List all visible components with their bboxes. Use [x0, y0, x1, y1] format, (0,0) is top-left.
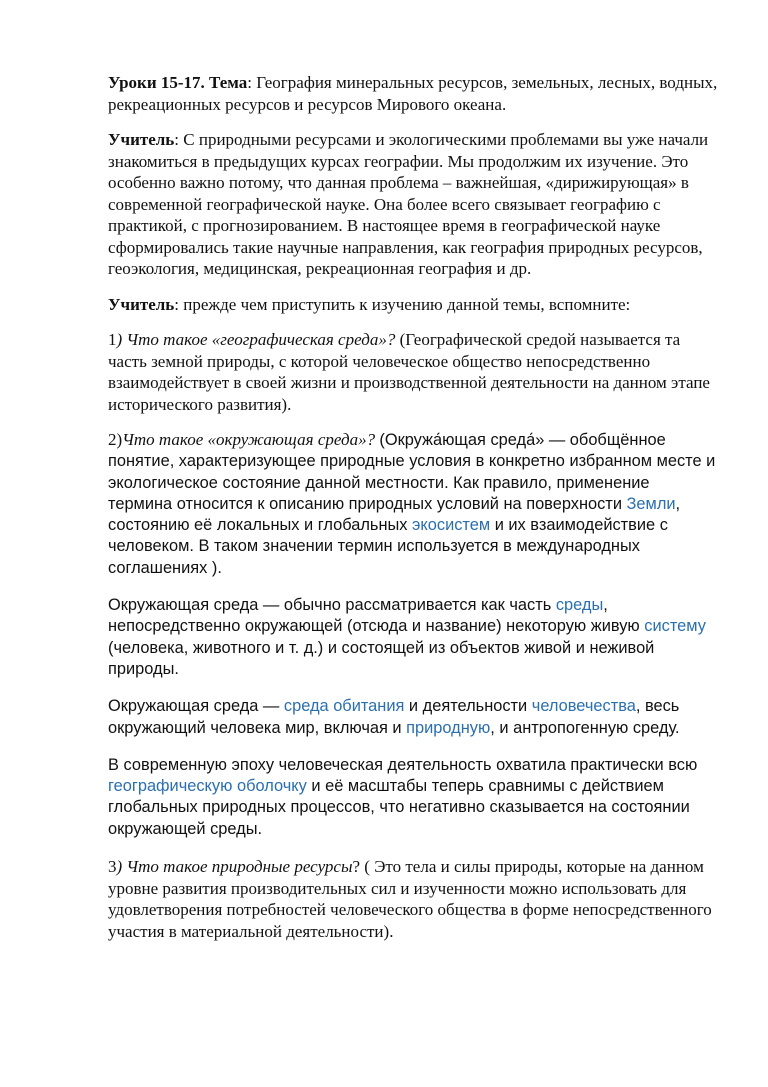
teacher-intro-text: : С природными ресурсами и экологическими проблемами вы уже начали знакомиться в предыдущих курсах географии. Мы продолжим их изучение. Это особенно важно потому, что данная проблема – важнейшая, «дирижирующая» в современной географической науке. Она более всего связывает географию с практикой, с прогнозированием. В настоящее время в географической науке сформировались такие научные направления, как география природных ресурсов, геоэкология, медицинская, рекреационная география и др. [108, 130, 709, 278]
env-def-2-text-b: и деятельности [404, 697, 532, 716]
question-1-number: 1 [108, 330, 117, 349]
link-habitat[interactable]: среда обитания [283, 697, 405, 716]
env-def-2-text-c: , весь окружающий человека мир, включая и [108, 697, 680, 737]
link-earth[interactable]: Земли [626, 494, 676, 513]
question-2-answer-part1: (Окружа́ющая среда́» — обобщённое понятие, характеризующее природные условия в конкретно избранном месте и экологическое состояние данной местности. Как правило, применение термина относится к описанию природных условий на поверхности [108, 431, 716, 513]
question-2-text: Что такое «окружающая среда»? [122, 430, 380, 449]
question-1-paragraph [108, 329, 718, 415]
env-def-1-text-c: (человека, животного и т. д.) и состоящей из объектов живой и неживой природы. [108, 638, 655, 678]
link-system[interactable]: систему [644, 617, 706, 636]
modern-era-text-a: В современную эпоху человеческая деятельность охватила практически всю [108, 755, 698, 774]
lesson-label: Уроки 15-17. Тема [108, 73, 248, 92]
question-3-number: 3 [108, 857, 117, 877]
teacher-intro-paragraph [108, 129, 718, 280]
env-def-1-text-b: , непосредственно окружающей (отсюда и название) некоторую живую [108, 596, 645, 636]
modern-era-text-b: и её масштабы теперь сравнимы с действием глобальных природных процессов, что негативно сказывается на состоянии окружающей среды. [108, 777, 690, 838]
lesson-heading-paragraph [108, 72, 718, 115]
environment-definition-2 [108, 696, 718, 739]
question-2-paragraph [108, 429, 718, 579]
env-def-2-text-a: Окружающая среда — [108, 697, 284, 716]
question-2-answer-part3: и их взаимодействие с человеком. В таком значении термин используется в международных соглашениях ). [108, 516, 668, 577]
lesson-topic: : География минеральных ресурсов, земельных, лесных, водных, рекреационных ресурсов и ресурсов Мирового океана. [108, 73, 718, 114]
question-1-answer: (Географической средой называется та часть земной природы, с которой человеческое общество непосредственно взаимодействует в своей жизни и производственной деятельности на данном этапе исторического развития). [108, 330, 710, 414]
teacher-label: Учитель [108, 130, 175, 149]
env-def-1-text-a: Окружающая среда — обычно рассматривается как часть [108, 596, 556, 615]
question-2-number: 2) [108, 430, 123, 449]
environment-definition-1 [108, 595, 718, 680]
link-geographic-envelope[interactable]: географическую оболочку [108, 777, 307, 796]
document-page [108, 72, 718, 956]
link-humanity[interactable]: человечества [531, 697, 636, 716]
teacher-label: Учитель [108, 294, 175, 314]
question-3-answer: ? ( Это тела и силы природы, которые на данном уровне развития производительных сил и изученности можно использовать для удовлетворения потребностей человеческого общества в форме непосредственного участия в материальной деятельности). [108, 857, 712, 941]
question-3-text: ) Что такое природные ресурсы [116, 857, 353, 877]
link-ecosystems[interactable]: экосистем [412, 516, 491, 535]
link-natural[interactable]: природную [406, 718, 491, 737]
teacher-prompt-paragraph [108, 294, 718, 316]
question-3-paragraph [108, 856, 718, 942]
question-2-answer-part2: , состоянию её локальных и глобальных [108, 494, 681, 535]
env-def-2-text-d: , и антропогенную среду. [490, 718, 680, 737]
teacher-prompt-text: : прежде чем приступить к изучению данной темы, вспомните: [174, 294, 631, 314]
link-environment[interactable]: среды [555, 596, 604, 615]
question-1-text: ) Что такое «географическая среда»? [116, 330, 396, 349]
modern-era-paragraph [108, 755, 718, 840]
